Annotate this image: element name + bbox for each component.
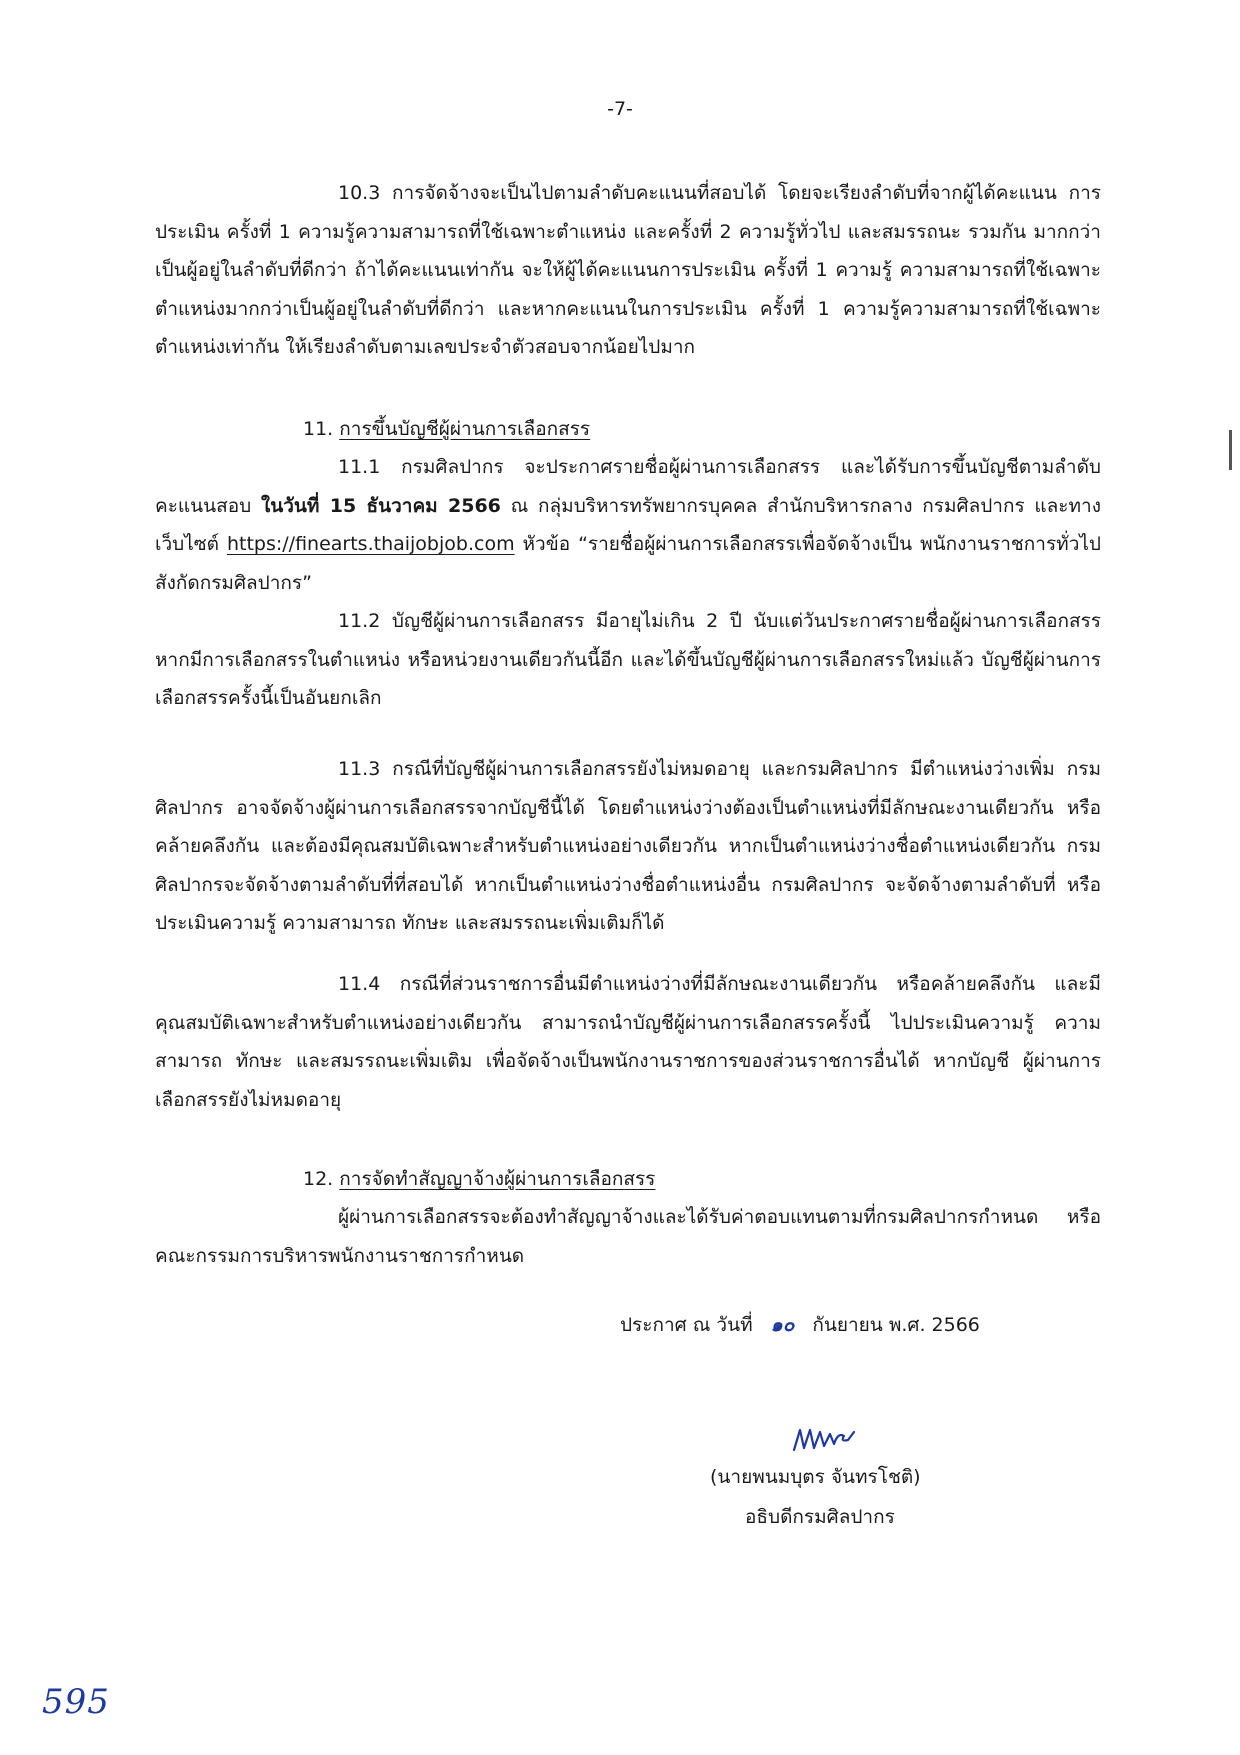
item-11-3	[155, 750, 1101, 943]
text-line: 10.3 การจัดจ้างจะเป็นไปตามลำดับคะแนนที่สอบได้ โดยจะเรียงลำดับที่จากผู้ได้คะแนน	[338, 182, 1057, 204]
text-line: ผู้ผ่านการเลือกสรรยังไม่หมดอายุ	[155, 1050, 1101, 1111]
text-line: มากกว่าเป็นผู้อยู่ในลำดับที่ดีกว่า ถ้าได้คะแนนเท่ากัน จะให้ผู้ได้คะแนนการประเมิน ครั้งที่ 1 ความรู้	[155, 220, 1101, 281]
text-line: หรือคณะกรรมการบริหารพนักงานราชการกำหนด	[155, 1206, 1101, 1267]
text-line: พนักงานราชการทั่วไป สังกัดกรมศิลปากร”	[155, 533, 1101, 594]
date-prefix: ประกาศ ณ วันที่	[620, 1314, 753, 1336]
text-line: ความสามารถที่ใช้เฉพาะตำแหน่งมากกว่าเป็นผู้อยู่ในลำดับที่ดีกว่า และหากคะแนนในการประเมิน ครั้งที่ 1	[155, 259, 1101, 320]
handwritten-day: ๑๐	[770, 1314, 795, 1336]
signer-name: (นายพนมบุตร จันทรโชติ)	[710, 1466, 921, 1488]
signature-image	[790, 1420, 860, 1460]
text-line: 11.2 บัญชีผู้ผ่านการเลือกสรร มีอายุไม่เกิน 2 ปี นับแต่วันประกาศรายชื่อผู้ผ่านการเลือกสรร	[338, 610, 1101, 632]
text-line: 11.4 กรณีที่ส่วนราชการอื่นมีตำแหน่งว่างที่มีลักษณะงานเดียวกัน หรือคล้ายคลึงกัน	[338, 973, 1035, 995]
paragraph-11-1	[155, 448, 1101, 602]
website-link[interactable]: https://finearts.thaijobjob.com	[226, 533, 515, 555]
section-heading: การจัดทำสัญญาจ้างผู้ผ่านการเลือกสรร	[339, 1168, 656, 1190]
text-line: และมีคุณสมบัติเฉพาะสำหรับตำแหน่งอย่างเดียวกัน สามารถนำบัญชีผู้ผ่านการเลือกสรรครั้งนี้ ไปประเมินความรู้	[155, 973, 1101, 1034]
item-11-2	[155, 602, 1101, 718]
text-line: บัญชีผู้ผ่านการเลือกสรรครั้งนี้เป็นอันยกเลิก	[155, 648, 1101, 709]
section-12-heading	[155, 1160, 1101, 1199]
section-heading: การขึ้นบัญชีผู้ผ่านการเลือกสรร	[339, 418, 591, 440]
paragraph-11-2	[155, 602, 1101, 718]
section-12-body	[155, 1198, 1101, 1275]
text-line: 11.3 กรณีที่บัญชีผู้ผ่านการเลือกสรรยังไม่หมดอายุ และกรมศิลปากร มีตำแหน่งว่างเพิ่ม	[338, 758, 1055, 780]
signer-title: อธิบดีกรมศิลปากร	[745, 1506, 895, 1528]
page-number: -7-	[607, 98, 633, 120]
text-line: ณ กลุ่มบริหารทรัพยากรบุคคล สำนักบริหารกลาง กรมศิลปากร	[500, 494, 1025, 517]
text-line: 11.1 กรมศิลปากร จะประกาศรายชื่อผู้ผ่านการเลือกสรร และได้รับการขึ้นบัญชีตามลำดับ	[338, 456, 1101, 478]
paragraph-11-4	[155, 965, 1101, 1119]
text-line: หรือประเมินความรู้ ความสามารถ ทักษะ และสมรรถนะเพิ่มเติมก็ได้	[155, 873, 1102, 934]
section-11-heading	[155, 410, 1101, 449]
text-line: ความรู้ความสามารถที่ใช้เฉพาะตำแหน่งเท่ากัน ให้เรียงลำดับตามเลขประจำตัวสอบจากน้อยไปมาก	[155, 297, 1101, 358]
section-number: 11.	[303, 418, 334, 440]
text-line: การประเมิน ครั้งที่ 1 ความรู้ความสามารถที่ใช้เฉพาะตำแหน่ง และครั้งที่ 2 ความรู้ทั่วไป และสมรรถนะ รวมกัน	[155, 182, 1101, 243]
announcement-date	[620, 1310, 980, 1340]
exam-date-bold: ในวันที่ 15 ธันวาคม 2566	[260, 494, 501, 517]
paragraph-10-3	[155, 174, 1101, 367]
text-line: กรมศิลปากรจะจัดจ้างตามลำดับที่ที่สอบได้ หากเป็นตำแหน่งว่างชื่อตำแหน่งอื่น กรมศิลปากร จะจัดจ้างตามลำดับที่	[155, 835, 1101, 896]
scan-edge-mark	[1229, 430, 1232, 470]
section-10-3	[155, 174, 1101, 367]
section-number: 12.	[303, 1168, 334, 1190]
text-line: และทางเว็บไซต์	[155, 494, 1101, 555]
item-11-4	[155, 965, 1101, 1119]
item-11-1	[155, 448, 1101, 602]
date-suffix: กันยายน พ.ศ. 2566	[812, 1314, 980, 1336]
text-line: ผู้ผ่านการเลือกสรรจะต้องทำสัญญาจ้างและได้รับค่าตอบแทนตามที่กรมศิลปากรกำหนด	[338, 1206, 1039, 1228]
text-line: หากมีการเลือกสรรในตำแหน่ง หรือหน่วยงานเดียวกันนี้อีก และได้ขึ้นบัญชีผู้ผ่านการเลือกสรรใหม่แล้ว	[155, 648, 974, 671]
paragraph-11-3	[155, 750, 1101, 943]
text-line: คะแนนสอบ	[155, 494, 261, 517]
paragraph-12	[155, 1198, 1101, 1275]
text-line: กรมศิลปากร อาจจัดจ้างผู้ผ่านการเลือกสรรจากบัญชีนี้ได้ โดยตำแหน่งว่างต้องเป็นตำแหน่งที่มีลักษณะงานเดียวกัน	[155, 758, 1101, 819]
handwritten-page-mark: 595	[42, 1682, 110, 1722]
text-line: หัวข้อ “รายชื่อผู้ผ่านการเลือกสรรเพื่อจัดจ้างเป็น	[514, 533, 913, 555]
text-line: ความสามารถ ทักษะ และสมรรถนะเพิ่มเติม เพื่อจัดจ้างเป็นพนักงานราชการของส่วนราชการอื่นได้ หากบัญชี	[155, 1011, 1101, 1072]
text-line: หรือคล้ายคลึงกัน และต้องมีคุณสมบัติเฉพาะสำหรับตำแหน่งอย่างเดียวกัน หากเป็นตำแหน่งว่างชื่อตำแหน่งเดียวกัน	[155, 796, 1101, 857]
